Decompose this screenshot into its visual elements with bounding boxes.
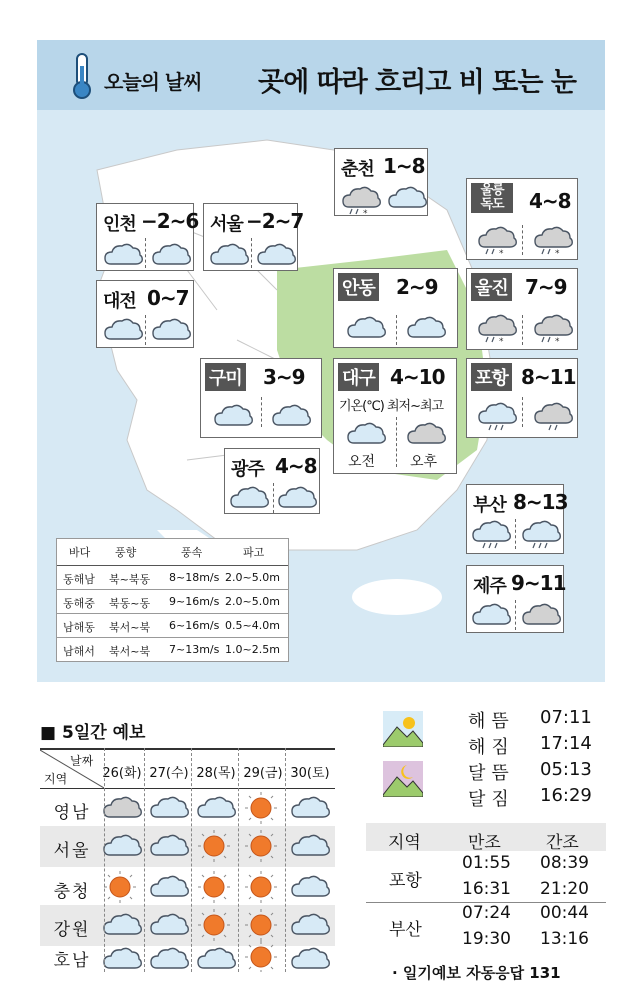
- city-name: 울진: [471, 273, 512, 301]
- tide-header-low: 간조: [546, 833, 579, 853]
- city-box-daejeon: [96, 280, 194, 348]
- header-description: 곳에 따라 흐리고 비 또는 눈: [258, 67, 576, 98]
- sun-icon: [241, 870, 281, 904]
- city-box-andong: [333, 268, 458, 348]
- cloud-icon: [149, 793, 189, 823]
- sunset-time: 17:14: [540, 733, 592, 754]
- cloud-icon: [387, 183, 427, 213]
- divider: [145, 238, 146, 268]
- tide-high-time: 16:31: [462, 879, 511, 899]
- legend-am: 오전: [348, 454, 376, 470]
- cloud-icon: [271, 401, 311, 431]
- grey-cloud-icon: [406, 419, 446, 449]
- divider: [515, 600, 516, 630]
- moonrise-icon: [383, 761, 423, 797]
- city-name: 부산: [473, 495, 506, 516]
- cloud-icon: [209, 240, 249, 270]
- city-name: 포항: [471, 363, 512, 391]
- cell: 2.0~5.0m: [225, 595, 280, 608]
- cloud-icon: [149, 872, 189, 902]
- cloud-icon: [290, 944, 330, 972]
- city-name: 광주: [231, 459, 264, 480]
- cloud-icon: [290, 831, 330, 861]
- city-temp: 8~11: [521, 365, 576, 389]
- city-box-daegu: [333, 358, 457, 474]
- divider: [285, 748, 286, 972]
- forecast-row: [40, 867, 335, 908]
- divider: [251, 238, 252, 268]
- city-name: 안동: [338, 273, 379, 301]
- sunset-label: 해짐: [468, 737, 515, 758]
- cloud-icon: [213, 401, 253, 431]
- cloud-icon: [290, 872, 330, 902]
- cloud-icon: [277, 483, 317, 513]
- region-label: 호남: [53, 951, 91, 971]
- tide-low-time: 00:44: [540, 903, 589, 923]
- table-row: [57, 613, 288, 638]
- cloud-icon: [256, 240, 296, 270]
- cell: 동해남: [63, 573, 95, 586]
- divider: [104, 748, 105, 972]
- divider: [144, 748, 145, 972]
- header-cell: 풍속: [181, 546, 203, 559]
- city-name: 서울: [210, 214, 243, 235]
- cloud-icon: [151, 315, 191, 345]
- city-temp: −2~6: [141, 209, 199, 233]
- tide-low-time: 13:16: [540, 929, 589, 949]
- city-name: 인천: [103, 214, 136, 235]
- divider: [522, 315, 523, 345]
- city-name: 구미: [205, 363, 246, 391]
- city-box-incheon: [96, 203, 199, 271]
- city-name: 대전: [103, 291, 136, 312]
- tide-high-time: 01:55: [462, 853, 511, 873]
- region-label: 충청: [53, 882, 91, 902]
- moonrise-label: 달뜸: [468, 763, 515, 784]
- tide-high-time: 19:30: [462, 929, 511, 949]
- table-row: [57, 589, 288, 614]
- cloud-icon: [196, 793, 236, 823]
- forecast-row: [40, 826, 335, 867]
- snow-rain-cloud-icon: [533, 223, 573, 257]
- table-row: [57, 637, 288, 662]
- city-name: 울릉독도: [471, 183, 513, 213]
- sunrise-icon: [383, 711, 423, 747]
- thermometer-icon: [68, 52, 96, 100]
- grey-cloud-icon: [102, 793, 142, 823]
- city-temp: 4~8: [275, 454, 317, 478]
- footer-note: · 일기예보 자동응답 131: [392, 964, 561, 982]
- sun-icon: [194, 829, 234, 863]
- city-temp: 4~8: [529, 189, 571, 213]
- city-temp: 8~13: [513, 490, 568, 514]
- tide-region: 부산: [389, 920, 422, 940]
- legend-pm: 오후: [410, 454, 438, 470]
- cell: 2.0~5.0m: [225, 571, 280, 584]
- header-cell: 파고: [243, 546, 265, 559]
- cloud-icon: [149, 944, 189, 972]
- cloud-icon: [290, 910, 330, 940]
- city-box-jeju: [466, 565, 564, 633]
- header-cell: 풍향: [115, 546, 137, 559]
- five-day-header: [40, 748, 335, 789]
- city-name: 대구: [338, 363, 379, 391]
- moonrise-time: 05:13: [540, 759, 592, 780]
- moonset-label: 달짐: [468, 789, 515, 810]
- jeju-island: [352, 579, 442, 615]
- tide-header-high: 만조: [468, 833, 501, 853]
- cell: 북서~북: [109, 621, 151, 634]
- snow-rain-cloud-icon: [477, 223, 517, 257]
- moonset-time: 16:29: [540, 785, 592, 806]
- divider: [522, 397, 523, 427]
- divider: [522, 225, 523, 255]
- cell: 7~13m/s: [169, 643, 220, 656]
- divider: [396, 315, 397, 345]
- five-day-title: ■ 5일간 예보: [40, 723, 146, 743]
- cloud-icon: [103, 240, 143, 270]
- city-box-gumi: [200, 358, 322, 438]
- city-box-chuncheon: [334, 148, 428, 216]
- sun-icon: [241, 940, 281, 972]
- cloud-icon: [346, 313, 386, 343]
- cell: 8~18m/s: [169, 571, 220, 584]
- region-label: 영남: [53, 803, 91, 823]
- cell: 남해서: [63, 645, 95, 658]
- sun-icon: [241, 791, 281, 825]
- cell: 북서~북: [109, 645, 151, 658]
- snow-rain-cloud-icon: [533, 311, 573, 345]
- cloud-icon: [102, 944, 142, 972]
- cloud-icon: [406, 313, 446, 343]
- sunrise-time: 07:11: [540, 707, 592, 728]
- city-name: 춘천: [341, 159, 374, 180]
- day-header: 26(화): [102, 766, 142, 781]
- city-temp: 3~9: [263, 365, 305, 389]
- forecast-row: [40, 905, 335, 946]
- divider: [273, 483, 274, 513]
- day-header: 29(금): [243, 766, 283, 781]
- city-temp: 9~11: [511, 571, 566, 595]
- header-cell: 바다: [69, 546, 91, 559]
- city-temp: 4~10: [390, 365, 445, 389]
- sun-icon: [194, 908, 234, 942]
- sunrise-label: 해뜸: [468, 711, 515, 732]
- cloud-icon: [290, 793, 330, 823]
- sun-icon: [241, 829, 281, 863]
- rain-cloud-icon: [471, 517, 511, 551]
- cloud-icon: [102, 910, 142, 940]
- city-temp: 0~7: [147, 286, 189, 310]
- cloud-icon: [103, 315, 143, 345]
- cell: 0.5~4.0m: [225, 619, 280, 632]
- sea-conditions-table: [56, 538, 289, 662]
- divider: [238, 748, 239, 972]
- snow-rain-cloud-icon: [341, 183, 381, 217]
- city-temp: 7~9: [525, 275, 567, 299]
- forecast-row: [40, 944, 335, 972]
- cell: 북동~동: [109, 597, 151, 610]
- cell: 9~16m/s: [169, 595, 220, 608]
- day-header: 28(목): [196, 766, 236, 781]
- cell: 남해동: [63, 621, 95, 634]
- cloud-icon: [346, 419, 386, 449]
- city-box-ulleung: [466, 178, 578, 260]
- cloud-icon: [471, 600, 511, 630]
- cloud-icon: [102, 831, 142, 861]
- tide-region: 포항: [389, 871, 422, 891]
- day-header: 27(수): [149, 766, 189, 781]
- city-box-pohang: [466, 358, 578, 438]
- rain-cloud-icon: [521, 517, 561, 551]
- sea-table-header: [57, 539, 288, 563]
- divider: [145, 315, 146, 345]
- day-header: 30(토): [290, 766, 330, 781]
- tide-low-time: 21:20: [540, 879, 589, 899]
- city-box-uljin: [466, 268, 578, 350]
- city-temp: −2~7: [246, 209, 304, 233]
- tide-header-region: 지역: [388, 833, 421, 853]
- sun-icon: [241, 908, 281, 942]
- divider: [261, 397, 262, 427]
- grey-cloud-icon: [521, 600, 561, 630]
- city-name: 제주: [473, 576, 506, 597]
- cloud-icon: [149, 831, 189, 861]
- grey-rain-cloud-icon: [533, 399, 573, 433]
- tide-high-time: 07:24: [462, 903, 511, 923]
- cell: 6~16m/s: [169, 619, 220, 632]
- cloud-icon: [149, 910, 189, 940]
- city-box-busan: [466, 484, 568, 554]
- sun-icon: [100, 870, 140, 904]
- legend-title: 기온(℃) 최저~최고: [339, 399, 444, 414]
- region-label: 서울: [53, 841, 91, 861]
- tide-low-time: 08:39: [540, 853, 589, 873]
- divider: [191, 748, 192, 972]
- cell: 1.0~2.5m: [225, 643, 280, 656]
- corner-region-label: 지역: [44, 772, 68, 786]
- table-row: [57, 565, 288, 590]
- cloud-icon: [196, 944, 236, 972]
- city-box-gwangju: [224, 448, 320, 514]
- corner-date-label: 날짜: [70, 754, 94, 768]
- divider: [515, 519, 516, 549]
- city-temp: 2~9: [396, 275, 438, 299]
- header-label: 오늘의 날씨: [104, 70, 202, 94]
- city-box-seoul: [203, 203, 304, 271]
- sun-icon: [194, 870, 234, 904]
- city-temp: 1~8: [383, 154, 425, 178]
- five-day-title-text: 5일간 예보: [61, 723, 146, 743]
- region-label: 강원: [53, 920, 91, 940]
- five-day-grid: [40, 748, 335, 972]
- rain-cloud-icon: [477, 399, 517, 433]
- divider: [396, 417, 397, 467]
- cloud-icon: [229, 483, 269, 513]
- snow-rain-cloud-icon: [477, 311, 517, 345]
- cloud-icon: [151, 240, 191, 270]
- cell: 동해중: [63, 597, 95, 610]
- cell: 북~북동: [109, 573, 151, 586]
- forecast-row: [40, 788, 335, 829]
